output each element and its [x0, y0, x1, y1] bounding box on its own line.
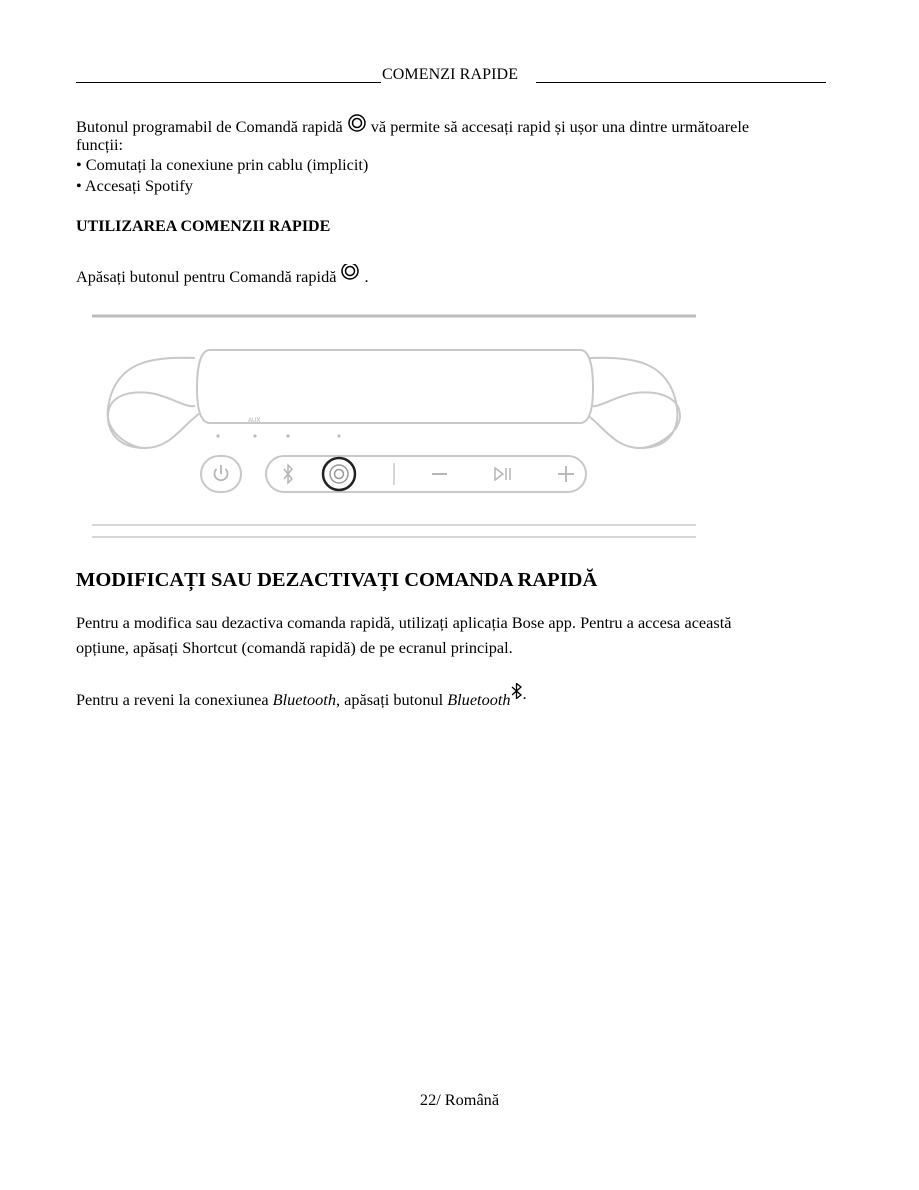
para2-text-2: , apăsați butonul	[335, 690, 444, 709]
section2-para1-line1: Pentru a modifica sau dezactiva comanda rapidă, utilizați aplicația Bose app. Pentru a accesa această	[76, 613, 732, 632]
intro-line-2: funcții:	[76, 135, 124, 154]
shortcut-button-highlight	[323, 458, 355, 490]
para2-text-1: Pentru a reveni la conexiunea	[76, 690, 269, 709]
intro-line-1	[76, 114, 749, 137]
aux-label: AUX	[248, 418, 261, 424]
page-header	[76, 66, 826, 86]
intro-text-before-icon: Butonul programabil de Comandă rapidă	[76, 117, 343, 136]
bullet-item-2: • Accesați Spotify	[76, 176, 193, 195]
left-handle	[108, 358, 200, 448]
right-handle	[585, 358, 677, 448]
shortcut-icon	[347, 114, 367, 134]
section1-heading: UTILIZAREA COMENZII RAPIDE	[76, 218, 331, 235]
header-rule-left	[76, 82, 381, 83]
bullet-item-1: • Comutați la conexiune prin cablu (implicit)	[76, 155, 369, 174]
control-bar	[266, 456, 586, 492]
bluetooth-icon	[511, 683, 523, 699]
shortcut-icon	[340, 264, 360, 284]
speaker-illustration	[90, 308, 700, 543]
led-dot-1	[216, 434, 219, 437]
section1-text	[76, 264, 369, 287]
para2-bluetooth-italic-1: Bluetooth	[272, 690, 336, 709]
para2-end: .	[522, 684, 527, 703]
led-dot-2	[253, 434, 256, 437]
section1-text-before-icon: Apăsați butonul pentru Comandă rapidă	[76, 267, 337, 286]
left-handle-knot	[108, 392, 195, 448]
section2-para1-line2: opțiune, apăsați Shortcut (comandă rapidă) de pe ecranul principal.	[76, 638, 513, 657]
header-title: COMENZI RAPIDE	[382, 66, 519, 83]
para2-bluetooth-italic-2: Bluetooth	[447, 690, 511, 709]
page-footer: 22/ Română	[419, 1090, 500, 1109]
speaker-top-panel	[197, 350, 593, 423]
led-dot-3	[286, 434, 289, 437]
section2-heading: MODIFICAȚI SAU DEZACTIVAȚI COMANDA RAPIDĂ	[76, 569, 598, 591]
intro-text-after-icon: vă permite să accesați rapid și ușor una dintre următoarele	[370, 117, 750, 136]
led-dot-4	[337, 434, 340, 437]
section2-para2	[76, 683, 527, 710]
section1-text-after-icon: .	[364, 267, 369, 286]
header-rule-right	[536, 82, 826, 83]
